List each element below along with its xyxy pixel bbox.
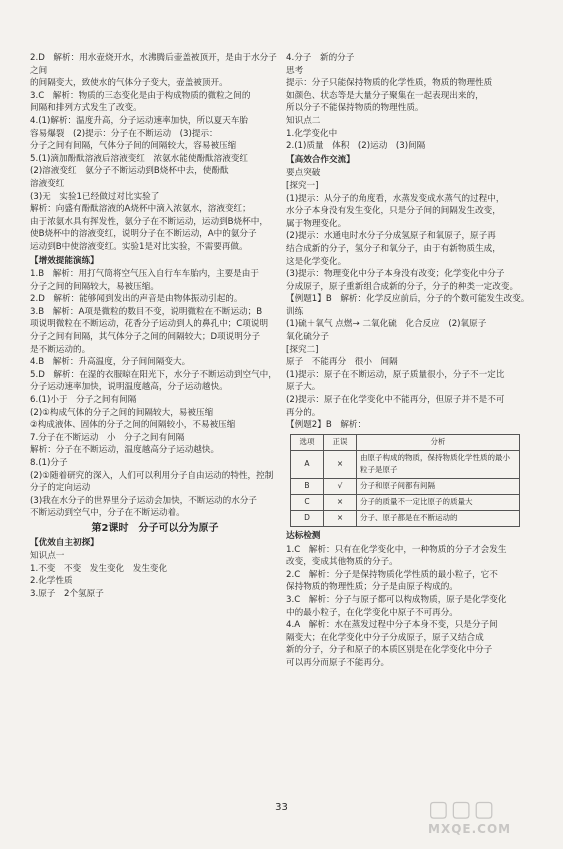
table-cell: C: [291, 495, 324, 511]
table-header: 正误: [324, 434, 357, 450]
check-answers: [286, 544, 534, 670]
text-line: 2.C 解析：分子是保持物质化学性质的最小粒子，它不: [286, 569, 498, 580]
text-line: ②构成液体、固体的分子之间的间隔较小，不易被压缩: [30, 420, 236, 431]
section-self-heading: 【优效自主初探】: [30, 537, 99, 548]
table-row: [291, 479, 520, 495]
text-line: 1.不变 不变 发生变化 发生变化: [30, 563, 168, 574]
text-line: 容易爆裂 (2)提示：分子在不断运动 (3)提示：: [30, 128, 218, 139]
section-coop-heading: 【高效合作交流】: [286, 154, 355, 165]
text-line: 结合成新的分子，氢分子和氧分子，由于有新物质生成，: [286, 243, 501, 254]
table-cell: √: [324, 479, 357, 495]
example-answers: [286, 293, 534, 432]
text-line: 改变，变成其他物质的分子。: [286, 557, 398, 568]
text-line: 水分子本身没有发生变化，只是分子间的间隔发生改变，: [286, 206, 501, 217]
table-header: 选项: [291, 434, 324, 450]
text-line: (1)硫＋氧气 点燃→ 二氧化硫 化合反应 (2)氧原子: [286, 319, 487, 330]
text-line: (2)溶液变红 氨分子不断运动到B烧杯中去，使酚酞: [30, 166, 229, 177]
text-line: 如颜色、状态等是大量分子聚集在一起表现出来的，: [286, 90, 484, 101]
text-line: 溶液变红: [30, 178, 65, 189]
page-number: 33: [275, 802, 288, 813]
text-line: 1.B 解析：用打气筒将空气压入自行车车胎内，主要是由于: [30, 269, 259, 280]
text-line: 要点突破: [286, 168, 321, 179]
text-line: 【例题2】B 解析：: [286, 420, 367, 431]
table-header: 分析: [357, 434, 520, 450]
text-line: 5.(1)滴加酚酞溶液后溶液变红 浓氨水能使酚酞溶液变红: [30, 153, 249, 164]
text-line: 解析：分子在不断运动，温度越高分子运动越快。: [30, 445, 220, 456]
right-column: [286, 52, 534, 670]
drill-answers: [30, 268, 280, 520]
text-line: 2.化学性质: [30, 576, 73, 587]
text-line: 中的最小粒子，在化学变化中原子不可再分。: [286, 607, 458, 618]
table-cell: ×: [324, 495, 357, 511]
text-line: 分成原子，原子重新组合成新的分子，分子的种类一定改变。: [286, 281, 519, 292]
watermark-logo: [428, 797, 548, 843]
section-drill-heading: 【增效提能演练】: [30, 255, 99, 266]
text-line: 1.C 解析：只有在化学变化中，一种物质的分子才会发生: [286, 544, 507, 555]
self-study-answers: [30, 550, 280, 600]
text-line: 2.D 解析：用水壶烧开水，水沸腾后壶盖被顶开，是由于水分子之间: [30, 53, 277, 76]
table-row: [291, 450, 520, 478]
text-line: 分子之间的间隔较大，易被压缩。: [30, 281, 159, 292]
text-line: 4.A 解析：水在蒸发过程中分子本身不变，只是分子间: [286, 620, 498, 631]
text-line: (3)提示：物理变化中分子本身没有改变；化学变化中分子: [286, 269, 505, 280]
text-line: 属于物理变化。: [286, 218, 347, 229]
text-line: (3)我在水分子的世界里分子运动会加快，不断运动的水分子: [30, 495, 258, 506]
text-line: 分子的定向运动: [30, 483, 91, 494]
text-line: 提示：分子只能保持物质的化学性质，物质的物理性质: [286, 78, 493, 89]
text-line: 8.(1)分子: [30, 458, 68, 468]
text-line: (1)提示：从分子的角度看，水蒸发变成水蒸气的过程中，: [286, 193, 505, 204]
text-line: 项说明微粒在不断运动，花香分子运动到人的鼻孔中；C项说明: [30, 319, 269, 330]
text-line: [探究一]: [286, 180, 319, 191]
text-line: (3)无 实验1已经做过对比实验了: [30, 191, 160, 202]
text-line: 分子之间有间隔，其气体分子之间的间隔较大；D项说明分子: [30, 332, 261, 343]
table-cell: 由原子构成的物质，保持物质化学性质的最小粒子是原子: [357, 450, 520, 478]
text-line: 3.C 解析：分子与原子都可以构成物质，原子是化学变化: [286, 594, 507, 605]
table-cell: D: [291, 511, 324, 527]
table-cell: ×: [324, 511, 357, 527]
table-row: [291, 511, 520, 527]
text-line: 保持物质的物理性质；分子是由原子构成的。: [286, 582, 458, 593]
table-cell: 分子的质量不一定比原子的质量大: [357, 495, 520, 511]
table-cell: 分子和原子间都有间隔: [357, 479, 520, 495]
text-line: 知识点一: [30, 551, 65, 562]
text-line: 解析：向盛有酚酞溶液的A烧杯中滴入浓氨水，溶液变红；: [30, 204, 251, 215]
text-line: 【例题1】B 解析：化学反应前后，分子的个数可能发生改变。: [286, 294, 530, 305]
text-line: (2)提示：原子在化学变化中不能再分，但原子并不是不可: [286, 395, 505, 406]
text-line: 2.(1)质量 体积 (2)运动 (3)间隔: [286, 141, 426, 152]
text-line: (2)①随着研究的深入，人们可以利用分子自由运动的特性，控制: [30, 470, 274, 481]
text-line: (1)提示：原子在不断运动，原子质量很小，分子不一定比: [286, 369, 505, 380]
text-line: 6.(1)小于 分子之间有间隔: [30, 395, 137, 406]
text-line: 氧化硫分子: [286, 332, 329, 343]
text-line: 5.D 解析：在湿的衣服晾在阳光下，水分子不断运动到空气中，: [30, 369, 277, 380]
text-line: [探究二]: [286, 344, 319, 355]
text-line: 3.C 解析：物质的三态变化是由于构成物质的微粒之间的: [30, 90, 251, 101]
left-column: [30, 52, 280, 601]
text-line: 4.B 解析：升高温度，分子间间隔变大。: [30, 357, 191, 368]
lesson-title: 第2课时 分子可以分为原子: [91, 522, 219, 534]
text-line: (2)提示：水通电时水分子分成氢原子和氧原子，原子再: [286, 231, 496, 242]
table-header-row: [291, 434, 520, 450]
text-line: 思考: [286, 65, 304, 76]
text-line: 可以再分而原子不能再分。: [286, 657, 390, 668]
text-line: 分子运动速率加快，说明温度越高，分子运动越快。: [30, 382, 228, 393]
text-line: 隔变大；在化学变化中分子分成原子，原子又结合成: [286, 632, 484, 643]
table-cell: B: [291, 479, 324, 495]
text-line: 新的分子，分子和原子的本质区别是在化学变化中分子: [286, 645, 493, 656]
text-line: 这是化学变化。: [286, 256, 347, 267]
text-line: 所以分子不能保持物质的物理性质。: [286, 103, 424, 114]
text-line: 不断运动到空气中，分子在不断运动着。: [30, 508, 185, 519]
coop-answers: [286, 167, 534, 293]
text-line: 4.分子 新的分子: [286, 53, 355, 63]
table-row: [291, 495, 520, 511]
text-line: 4.(1)解析：温度升高，分子运动速率加快，所以夏天车胎: [30, 115, 249, 126]
text-line: 2.D 解析：能够闻到发出的声音是由物体振动引起的。: [30, 294, 243, 305]
text-line: 训练: [286, 306, 304, 317]
table-cell: ×: [324, 450, 357, 478]
watermark-glyphs: ▢▢▢: [428, 797, 497, 822]
text-line: 原子大。: [286, 382, 321, 393]
watermark-text: MXQE.COM: [428, 822, 512, 836]
check-heading: 达标检测: [286, 531, 321, 541]
right-answers: [286, 52, 534, 153]
text-line: 原子 不能再分 很小 间隔: [286, 357, 398, 368]
left-answers: [30, 52, 280, 254]
text-line: 1.化学变化中: [286, 128, 338, 139]
text-line: 使B烧杯中的溶液变红，说明分子在不断运动，A中的氨分子: [30, 229, 257, 240]
text-line: 运动到B中使溶液变红。实验1是对比实验，不需要再做。: [30, 241, 248, 252]
text-line: 知识点二: [286, 115, 321, 126]
text-line: 是不断运动的。: [30, 344, 91, 355]
text-line: 3.原子 2个氢原子: [30, 588, 104, 599]
analysis-table: [290, 434, 520, 527]
table-cell: 分子、原子都是在不断运动的: [357, 511, 520, 527]
text-line: 由于浓氨水具有挥发性，氨分子在不断运动，运动到B烧杯中，: [30, 216, 268, 227]
text-line: (2)①构成气体的分子之间的间隔较大，易被压缩: [30, 407, 214, 418]
text-line: 3.B 解析：A项是微粒的数目不变，说明微粒在不断运动；B: [30, 306, 263, 317]
text-line: 间隔和排列方式发生了改变。: [30, 103, 142, 114]
text-line: 分子之间有间隔，气体分子间的间隔较大，容易被压缩: [30, 141, 237, 152]
text-line: 的间隔变大，致使水的气体分子变大，壶盖被顶开。: [30, 78, 228, 89]
table-cell: A: [291, 450, 324, 478]
text-line: 再分的。: [286, 407, 321, 418]
text-line: 7.分子在不断运动 小 分子之间有间隔: [30, 432, 185, 443]
